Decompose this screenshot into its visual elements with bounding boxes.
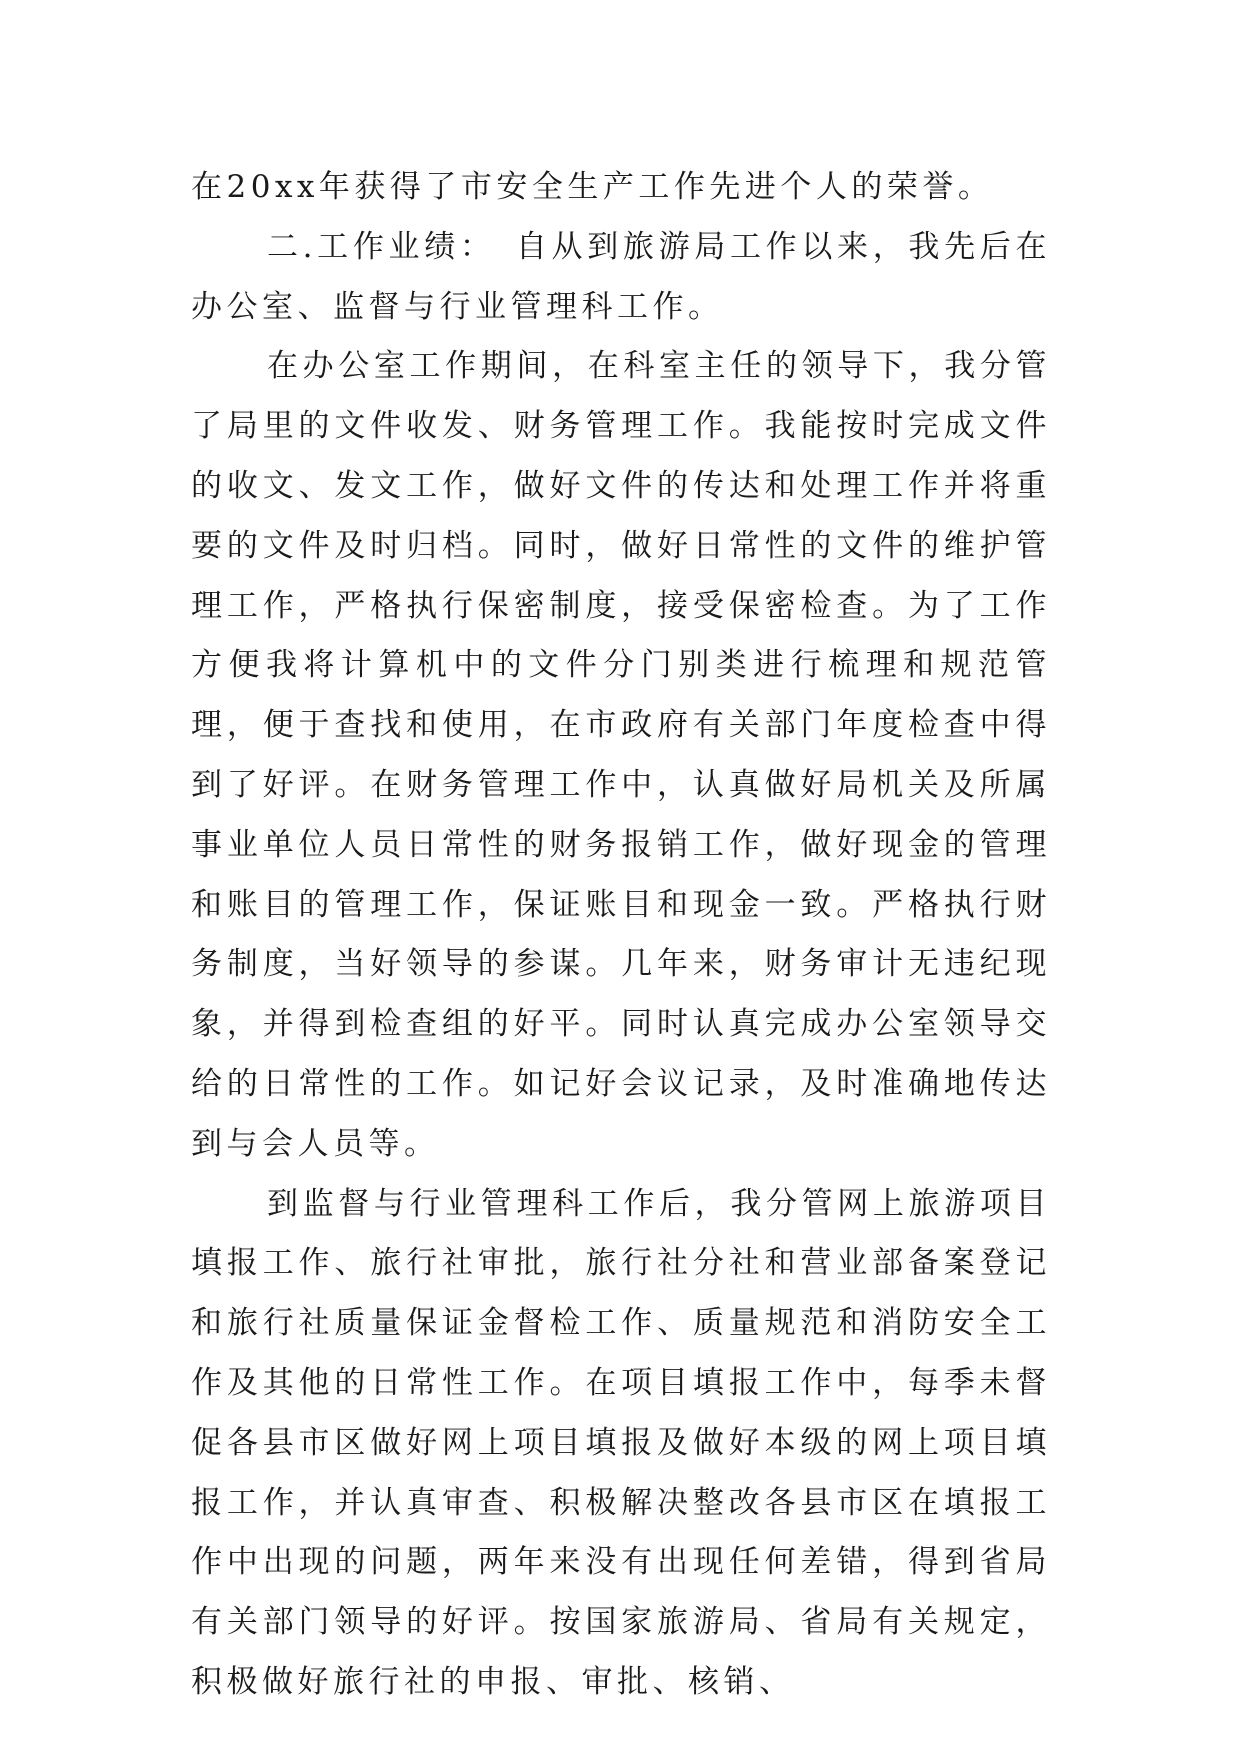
paragraph-supervision-work: 到监督与行业管理科工作后，我分管网上旅游项目填报工作、旅行社审批，旅行社分社和营业部备案登记和旅行社质量保证金督检工作、质量规范和消防安全工作及其他的日常性工作。在项目填报工作中，每季未督促各县市区做好网上项目填报及做好本级的网上项目填报工作，并认真审查、积极解决整改各县市区在填报工作中出现的问题，两年来没有出现任何差错，得到省局有关部门领导的好评。按国家旅游局、省局有关规定，积极做好旅行社的申报、审批、核销、 [191, 1185, 1051, 1700]
paragraph-work-achievements: 二.工作业绩： 自从到旅游局工作以来，我先后在办公室、监督与行业管理科工作。 [191, 228, 1051, 325]
paragraph-continued: 在20xx年获得了市安全生产工作先进个人的荣誉。 [191, 169, 994, 205]
paragraph-office-work: 在办公室工作期间，在科室主任的领导下，我分管了局里的文件收发、财务管理工作。我能按时完成文件的收文、发文工作，做好文件的传达和处理工作并将重要的文件及时归档。同时，做好日常性的文件的维护管理工作，严格执行保密制度，接受保密检查。为了工作方便我将计算机中的文件分门别类进行梳理和规范管理，便于查找和使用，在市政府有关部门年度检查中得到了好评。在财务管理工作中，认真做好局机关及所属事业单位人员日常性的财务报销工作，做好现金的管理和账目的管理工作，保证账目和现金一致。严格执行财务制度，当好领导的参谋。几年来，财务审计无违纪现象，并得到检查组的好平。同时认真完成办公室领导交给的日常性的工作。如记好会议记录，及时准确地传达到与会人员等。 [191, 348, 1051, 1162]
document-body [191, 158, 1051, 1713]
